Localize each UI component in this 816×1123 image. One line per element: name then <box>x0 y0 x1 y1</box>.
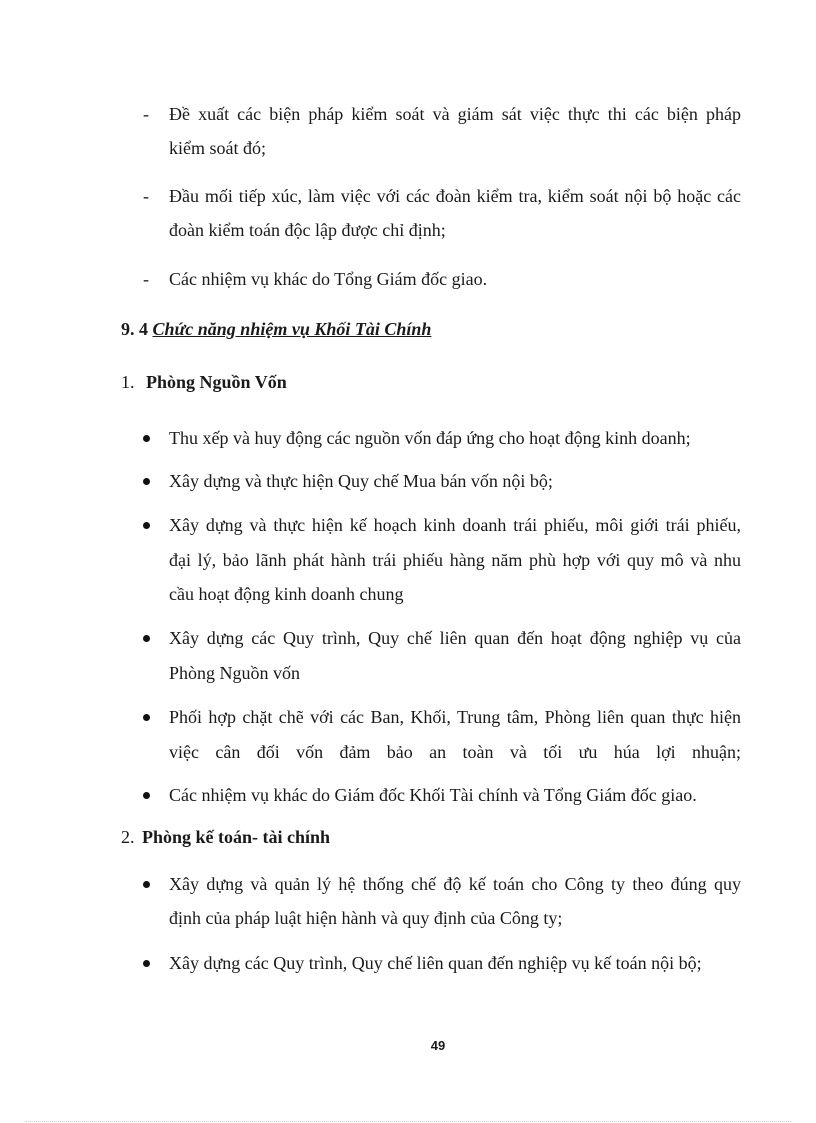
section-heading <box>121 318 431 340</box>
bullet-marker <box>143 435 150 442</box>
bullet-marker <box>143 714 150 721</box>
subsection-2-title: Phòng kế toán- tài chính <box>142 827 331 847</box>
dash-marker: - <box>143 186 149 206</box>
bullet-1-6-line-1: Các nhiệm vụ khác do Giám đốc Khối Tài chính và Tổng Giám đốc giao. <box>169 785 697 805</box>
dash-item-2-line-2: đoàn kiểm toán độc lập được chỉ định; <box>169 220 446 240</box>
bullet-1-4-line-1: Xây dựng các Quy trình, Quy chế liên quan đến hoạt động nghiệp vụ của <box>169 628 741 648</box>
page-number: 49 <box>430 1038 446 1053</box>
bullet-1-1-line-1: Thu xếp và huy động các nguồn vốn đáp ứng cho hoạt động kinh doanh; <box>169 428 691 448</box>
bullet-marker <box>143 522 150 529</box>
bullet-1-4-line-2: Phòng Nguồn vốn <box>169 663 301 683</box>
dash-item-1-line-1: Đề xuất các biện pháp kiểm soát và giám sát việc thực thi các biện pháp <box>169 104 741 124</box>
bullet-marker <box>143 635 150 642</box>
bullet-marker <box>143 792 150 799</box>
footer-divider <box>25 1121 791 1122</box>
subsection-1-number: 1. <box>121 372 135 392</box>
bullet-marker <box>143 881 150 888</box>
section-title: Chức năng nhiệm vụ Khối Tài Chính <box>152 319 432 339</box>
bullet-marker <box>143 478 150 485</box>
section-number: 9. 4 <box>121 319 148 339</box>
bullet-1-3-line-3: cầu hoạt động kinh doanh chung <box>169 584 404 604</box>
bullet-1-5-line-2: việc cân đối vốn đảm bảo an toàn và tối ưu húa lợi nhuận; <box>169 742 741 762</box>
dash-item-2-line-1: Đầu mối tiếp xúc, làm việc với các đoàn kiểm tra, kiểm soát nội bộ hoặc các <box>169 186 741 206</box>
bullet-2-1-line-1: Xây dựng và quản lý hệ thống chế độ kế toán cho Công ty theo đúng quy <box>169 874 741 894</box>
bullet-2-2-line-1: Xây dựng các Quy trình, Quy chế liên quan đến nghiệp vụ kế toán nội bộ; <box>169 953 702 973</box>
dash-item-3-line-1: Các nhiệm vụ khác do Tổng Giám đốc giao. <box>169 269 488 289</box>
bullet-1-5-line-1: Phối hợp chặt chẽ với các Ban, Khối, Trung tâm, Phòng liên quan thực hiện <box>169 707 741 727</box>
subsection-2-heading <box>121 826 330 848</box>
bullet-1-2-line-1: Xây dựng và thực hiện Quy chế Mua bán vốn nội bộ; <box>169 471 553 491</box>
bullet-marker <box>143 960 150 967</box>
bullet-1-3-line-1: Xây dựng và thực hiện kế hoạch kinh doanh trái phiếu, môi giới trái phiếu, <box>169 515 741 535</box>
dash-item-1-line-2: kiểm soát đó; <box>169 138 266 158</box>
subsection-2-number: 2. <box>121 827 135 847</box>
subsection-1-heading <box>121 371 287 393</box>
dash-marker: - <box>143 104 149 124</box>
dash-marker: - <box>143 269 149 289</box>
bullet-1-3-line-2: đại lý, bảo lãnh phát hành trái phiếu hàng năm phù hợp với quy mô và nhu <box>169 550 741 570</box>
bullet-2-1-line-2: định của pháp luật hiện hành và quy định của Công ty; <box>169 908 563 928</box>
subsection-1-title: Phòng Nguồn Vốn <box>146 372 287 392</box>
